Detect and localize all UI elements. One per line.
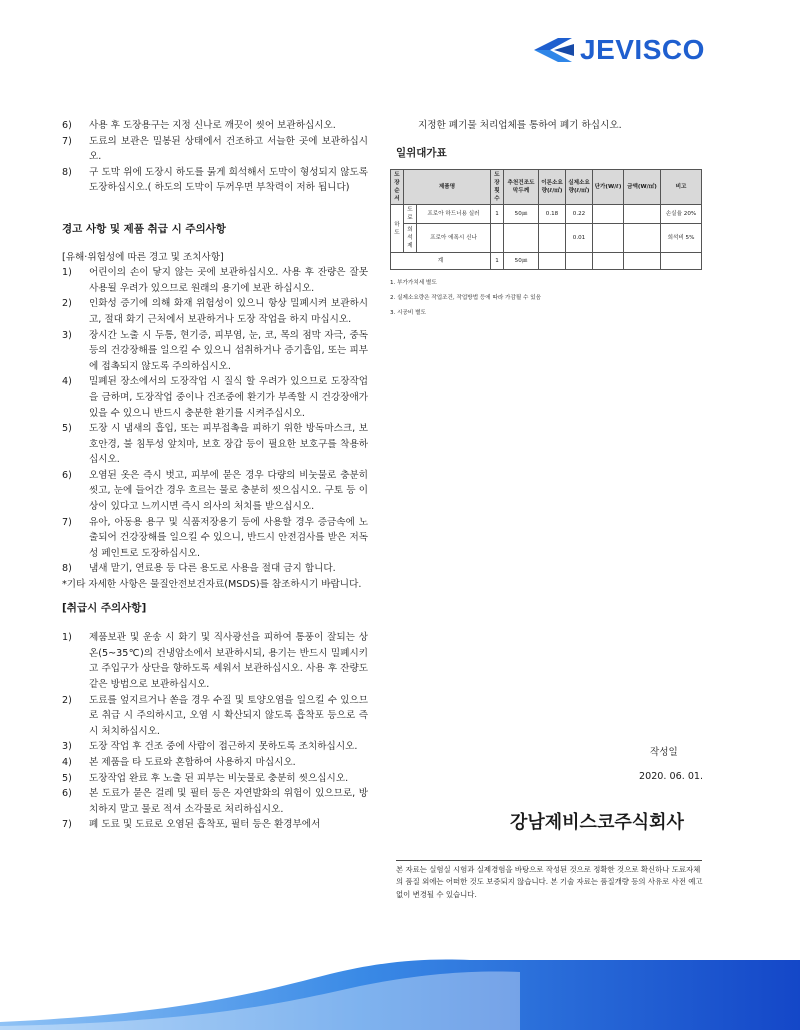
handling-item xyxy=(62,817,368,833)
item-text: 구 도막 위에 도장시 하도를 묽게 희석해서 도막이 형성되지 않도록 도장하십시오.( 하도의 도막이 두꺼우면 부착력이 저하 됩니다) xyxy=(89,166,368,194)
intro-item xyxy=(62,118,368,134)
item-text: 밀폐된 장소에서의 도장작업 시 질식 할 우려가 있으므로 도장작업을 금하며, 도장작업 중이나 건조중에 환기가 부족할 시 건강장애가 있을 수 있으니 반드시 충분한 환기를 시켜주십시오. xyxy=(89,376,368,419)
table-cell xyxy=(539,224,566,253)
price-table-title: 일위대가표 xyxy=(396,146,447,159)
table-row xyxy=(391,205,702,224)
table-header: 실제소요량(ℓ/㎡) xyxy=(566,170,593,205)
item-number: 8) xyxy=(62,563,72,575)
table-note: 1. 부가가치세 별도 xyxy=(390,280,437,287)
group-cell: 하도 xyxy=(391,205,404,253)
item-number: 6) xyxy=(62,469,72,481)
handling-item xyxy=(62,630,368,692)
table-total-row xyxy=(391,253,702,270)
item-text: 장시간 노출 시 두통, 현기증, 피부염, 눈, 코, 목의 점막 자극, 중독 등의 건강장해를 일으킬 수 있으니 섭취하거나 증기흡입, 또는 피부에 접촉되지 않도록 주의하십시오. xyxy=(89,329,368,372)
table-cell: 50㎛ xyxy=(504,253,539,270)
disclaimer: 본 자료는 실험실 시험과 실제경험을 바탕으로 작성된 것으로 정확한 것으로 확신하나 도료자체의 품질 외에는 어떠한 것도 보증되지 않습니다. 본 기술 자료는 품질개량 등의 사유로 사전 예고 없이 변경될 수 있습니다. xyxy=(396,865,703,899)
table-note: 2. 실제소요량은 작업조건, 작업방법 등에 따라 가감될 수 있음 xyxy=(390,295,542,302)
footer-wave xyxy=(0,952,800,1030)
msds-note: *기타 자세한 사항은 물질안전보건자료(MSDS)를 참조하시기 바랍니다. xyxy=(62,579,362,591)
handling-heading: [취급시 주의사항] xyxy=(62,601,147,614)
table-cell: 0.18 xyxy=(539,205,566,224)
table-cell: 1 xyxy=(491,205,504,224)
item-number: 7) xyxy=(62,516,72,528)
table-header: 추천건조도막두께 xyxy=(504,170,539,205)
handling-item xyxy=(62,755,368,771)
item-text: 유아, 아동용 용구 및 식품저장용기 등에 사용할 경우 증금속에 노출되어 건강장해를 일으킬 수 있으니, 반드시 안전검사를 받은 저독성 페인트로 도장하십시오. xyxy=(89,516,368,559)
table-cell: 손실율 20% xyxy=(661,205,702,224)
item-text: 폐 도료 및 도료로 오염된 흡착포, 필터 등은 환경부에서 xyxy=(89,819,321,831)
table-header: 도장횟수 xyxy=(491,170,504,205)
item-text: 냄새 맡기, 연료용 등 다른 용도로 사용을 절대 금지 합니다. xyxy=(89,563,336,575)
warning-item xyxy=(62,468,368,515)
item-text: 어린이의 손이 닿지 않는 곳에 보관하십시오. 사용 후 잔량은 잘못 사용될 우려가 있으므로 원래의 용기에 보관 하십시오. xyxy=(89,267,368,294)
handling-item xyxy=(62,739,368,755)
warning-item xyxy=(62,515,368,562)
item-text: 도료를 엎지르거나 쏟을 경우 수질 및 토양오염을 일으킬 수 있으므로 취급 시 주의하시고, 오염 시 확산되지 않도록 흡착포 등으로 즉시 처치하십시오. xyxy=(89,694,368,737)
table-cell: 0.22 xyxy=(566,205,593,224)
jevisco-logo xyxy=(532,34,705,66)
company-name: 강남제비스코주식회사 xyxy=(510,812,684,833)
item-number: 7) xyxy=(62,819,72,831)
handling-item xyxy=(62,693,368,740)
table-cell xyxy=(593,224,624,253)
item-number: 8) xyxy=(62,166,72,178)
table-cell: 희석제 xyxy=(404,224,417,253)
item-number: 4) xyxy=(62,376,72,388)
table-header-row xyxy=(391,170,702,205)
table-cell xyxy=(539,253,566,270)
right-column xyxy=(390,118,702,321)
table-header: 제품명 xyxy=(404,170,491,205)
item-number: 1) xyxy=(62,267,72,279)
divider xyxy=(396,860,702,861)
item-number: 2) xyxy=(62,298,72,310)
table-cell: 도료 xyxy=(404,205,417,224)
item-number: 2) xyxy=(62,694,72,706)
table-cell: 1 xyxy=(491,253,504,270)
table-header: 비고 xyxy=(661,170,702,205)
table-cell xyxy=(624,224,661,253)
table-cell: 0.01 xyxy=(566,224,593,253)
left-column xyxy=(62,118,368,833)
item-number: 5) xyxy=(62,423,72,435)
table-cell xyxy=(504,224,539,253)
table-cell xyxy=(624,253,661,270)
table-cell xyxy=(566,253,593,270)
handling-item xyxy=(62,771,368,787)
table-header: 단가(W/ℓ) xyxy=(593,170,624,205)
warning-item xyxy=(62,265,368,296)
item-number: 7) xyxy=(62,135,72,147)
item-number: 3) xyxy=(62,329,72,341)
item-number: 4) xyxy=(62,756,72,768)
warning-item xyxy=(62,328,368,375)
table-cell xyxy=(593,253,624,270)
intro-item xyxy=(62,165,368,196)
item-text: 제품보관 및 운송 시 화기 및 직사광선을 피하여 통풍이 잘되는 상온(5~35℃)의 건냉암소에서 보관하시되, 용기는 반드시 밀폐시키고 주입구가 상단을 향하도록 세워서 보관하십시오. 사용 후 잔량도 같은 방법으로 보관하십시오. xyxy=(89,632,368,690)
table-cell xyxy=(593,205,624,224)
continuation-text: 지정한 폐기물 처리업체를 통하여 폐기 하십시오. xyxy=(418,120,622,131)
write-date: 2020. 06. 01. xyxy=(639,771,704,782)
write-date-label: 작성일 xyxy=(650,747,678,758)
warning-item xyxy=(62,421,368,468)
item-text: 도장 시 냄새의 흡입, 또는 피부접촉을 피하기 위한 방독마스크, 보호안경, 불 침투성 앞치마, 보호 장갑 등이 필요한 보호구를 착용하십시오. xyxy=(89,423,368,466)
table-cell xyxy=(661,253,702,270)
handling-item xyxy=(62,786,368,817)
table-cell: 프로아 에폭시 신나 xyxy=(417,224,491,253)
table-notes xyxy=(390,276,702,321)
item-text: 오염된 옷은 즉시 벗고, 피부에 묻은 경우 다량의 비눗물로 충분히 씻고, 눈에 들어간 경우 흐르는 물로 충분히 씻으십시오. 구토 등 이상이 있다고 느끼시면 즉시 의사의 처치를 받으십시오. xyxy=(89,469,368,513)
table-cell: 프로아 하드너용 실러 xyxy=(417,205,491,224)
table-note: 3. 시공비 별도 xyxy=(390,310,426,317)
item-text: 인화성 증기에 의해 화재 위험성이 있으니 항상 밀폐시켜 보관하시고, 절대 화기 근처에서 보관하거나 도장 작업을 하지 마십시오. xyxy=(89,298,368,325)
warning-heading: 경고 사항 및 제품 취급 시 주의사항 xyxy=(62,222,226,235)
item-number: 5) xyxy=(62,772,72,784)
table-cell: 희석비 5% xyxy=(661,224,702,253)
table-header: 이론소요량(ℓ/㎡) xyxy=(539,170,566,205)
item-text: 본 제품을 타 도료와 혼합하여 사용하지 마십시오. xyxy=(89,756,296,768)
table-cell xyxy=(624,205,661,224)
jevisco-logo-icon xyxy=(532,35,576,65)
price-table xyxy=(390,169,702,270)
item-text: 도장작업 완료 후 노출 된 피부는 비눗물로 충분히 씻으십시오. xyxy=(89,772,349,784)
warning-item xyxy=(62,374,368,421)
item-number: 3) xyxy=(62,741,72,753)
item-number: 6) xyxy=(62,788,72,800)
table-cell: 50㎛ xyxy=(504,205,539,224)
item-text: 사용 후 도장용구는 지정 신나로 깨끗이 씻어 보관하십시오. xyxy=(89,120,336,131)
table-header: 금액(W/㎡) xyxy=(624,170,661,205)
table-header: 도장순서 xyxy=(391,170,404,205)
item-text: 도료의 보관은 밀봉된 상태에서 건조하고 서늘한 곳에 보관하십시오. xyxy=(89,135,368,163)
item-text: 도장 작업 후 건조 중에 사람이 접근하지 못하도록 조치하십시오. xyxy=(89,741,358,753)
brand-name: JEVISCO xyxy=(580,34,705,65)
total-label: 계 xyxy=(391,253,491,270)
intro-item xyxy=(62,134,368,165)
table-row xyxy=(391,224,702,253)
warning-subheading: [유해·위험성에 따른 경고 및 조치사항] xyxy=(62,251,224,263)
warning-item xyxy=(62,296,368,327)
warning-item xyxy=(62,561,368,577)
item-text: 본 도료가 묻은 걸레 및 필터 등은 자연발화의 위험이 있으므로, 방치하지 말고 물로 적셔 소각물로 처리하십시오. xyxy=(89,788,368,815)
item-number: 6) xyxy=(62,120,72,131)
table-cell xyxy=(491,224,504,253)
item-number: 1) xyxy=(62,632,72,644)
